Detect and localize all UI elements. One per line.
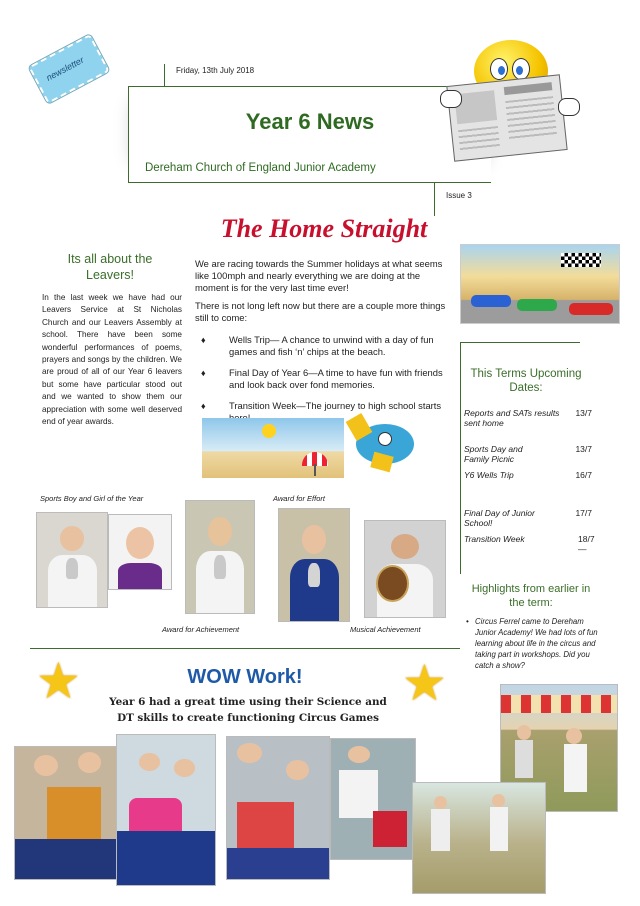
wow-title: WOW Work! [187, 666, 303, 688]
title-box [128, 86, 491, 158]
school-name: Dereham Church of England Junior Academy [145, 162, 376, 174]
photo-circus-game-5 [412, 782, 546, 894]
headline: The Home Straight [220, 214, 428, 243]
event-date: 17/7 [575, 508, 592, 518]
table-row [464, 444, 592, 464]
photo-sports-boy [36, 512, 108, 608]
ticket-label: newsletter [44, 54, 86, 83]
fish-cartoon-icon [350, 410, 420, 474]
dates-title: This Terms Upcoming Dates: [470, 368, 582, 394]
list-item: ♦ Transition Week—The journey to high school starts [195, 400, 449, 424]
event-date: 18/7 — [578, 534, 595, 554]
header-rule [164, 64, 165, 86]
photo-circus-game-4 [330, 738, 416, 860]
award-caption-effort: Award for Effort [273, 494, 325, 503]
star-icon-right: ★ [402, 655, 447, 711]
leavers-title: Its all about the Leavers! [67, 252, 153, 282]
table-row [464, 508, 592, 528]
bullet-icon: • [466, 617, 469, 626]
list-item: ♦ Final Day of Year 6—A time to have fun with friends and look back over fond memories. [195, 367, 449, 391]
event-name: Final Day of Junior School! [464, 508, 535, 528]
list-item: ♦ Wells Trip— A chance to unwind with a day of fun games and fish ‘n’ chips at the beach. [195, 334, 449, 358]
event-date: 13/7 [575, 444, 592, 454]
table-row [464, 534, 595, 554]
photo-achievement [185, 500, 255, 614]
intro-paragraph-1: We are racing towards the Summer holidays at what seems like 100mph and nearly everything we are doing at the moment is for the very last time ever! [195, 258, 443, 293]
wow-subtitle-2: DT skills to create functioning Circus Games [117, 712, 379, 724]
table-row [464, 408, 592, 428]
highlights-title: Highlights from earlier in the term: [471, 583, 591, 609]
photo-circus-game-3 [226, 736, 330, 880]
issue-rule [434, 182, 435, 216]
issue-number: Issue 3 [446, 191, 472, 200]
wow-rule [30, 648, 460, 649]
event-name: Transition Week [464, 534, 525, 544]
header-underline [128, 182, 434, 183]
intro-paragraph-2: There is not long left now but there are a couple more things still to come: [195, 300, 446, 323]
issue-date: Friday, 13th July 2018 [176, 66, 255, 75]
award-caption-sports: Sports Boy and Girl of the Year [40, 494, 144, 503]
photo-sports-girl [108, 514, 172, 590]
award-caption-musical: Musical Achievement [350, 625, 421, 634]
highlights-item [466, 616, 600, 671]
photo-circus-game-2 [116, 734, 216, 886]
leavers-body: In the last week we have had our Leavers Service at St Nicholas Church and our Leavers Assembly at school. There have been some wonderful performances of poems, prayers and songs by the children. We are proud of all of our Year 6 leavers but some have particular stood out and we wanted to show them our appreciation with some well deserved end of year awards. [42, 293, 182, 427]
highlights-text: Circus Ferrel came to Dereham Junior Academy! We had lots of fun learning about life in the circus and taking part in workshops. Did you catch a show? [475, 617, 598, 670]
dates-table [464, 408, 594, 558]
beach-image [202, 418, 344, 478]
page-title: Year 6 News [245, 109, 375, 134]
wow-subtitle-1: Year 6 had a great time using their Science and [109, 696, 387, 708]
event-name: Sports Day and Family Picnic [464, 444, 523, 464]
photo-musical [364, 520, 446, 618]
star-icon-left: ★ [36, 653, 81, 709]
intro-text [195, 258, 449, 433]
event-name: Reports and SATs results sent home [464, 408, 560, 428]
table-row [464, 470, 592, 480]
event-date: 13/7 [575, 408, 592, 418]
photo-effort [278, 508, 350, 622]
event-date: 16/7 [575, 470, 592, 480]
newsletter-ticket-icon [28, 34, 110, 104]
dates-rule [460, 342, 461, 574]
dates-top-rule [460, 342, 580, 343]
award-caption-achievement: Award for Achievement [162, 625, 240, 634]
school-band [128, 156, 491, 183]
photo-circus-game-1 [14, 746, 124, 880]
event-name: Y6 Wells Trip [464, 470, 514, 480]
race-cars-image [460, 244, 620, 324]
smiley-newspaper-icon [440, 40, 588, 158]
